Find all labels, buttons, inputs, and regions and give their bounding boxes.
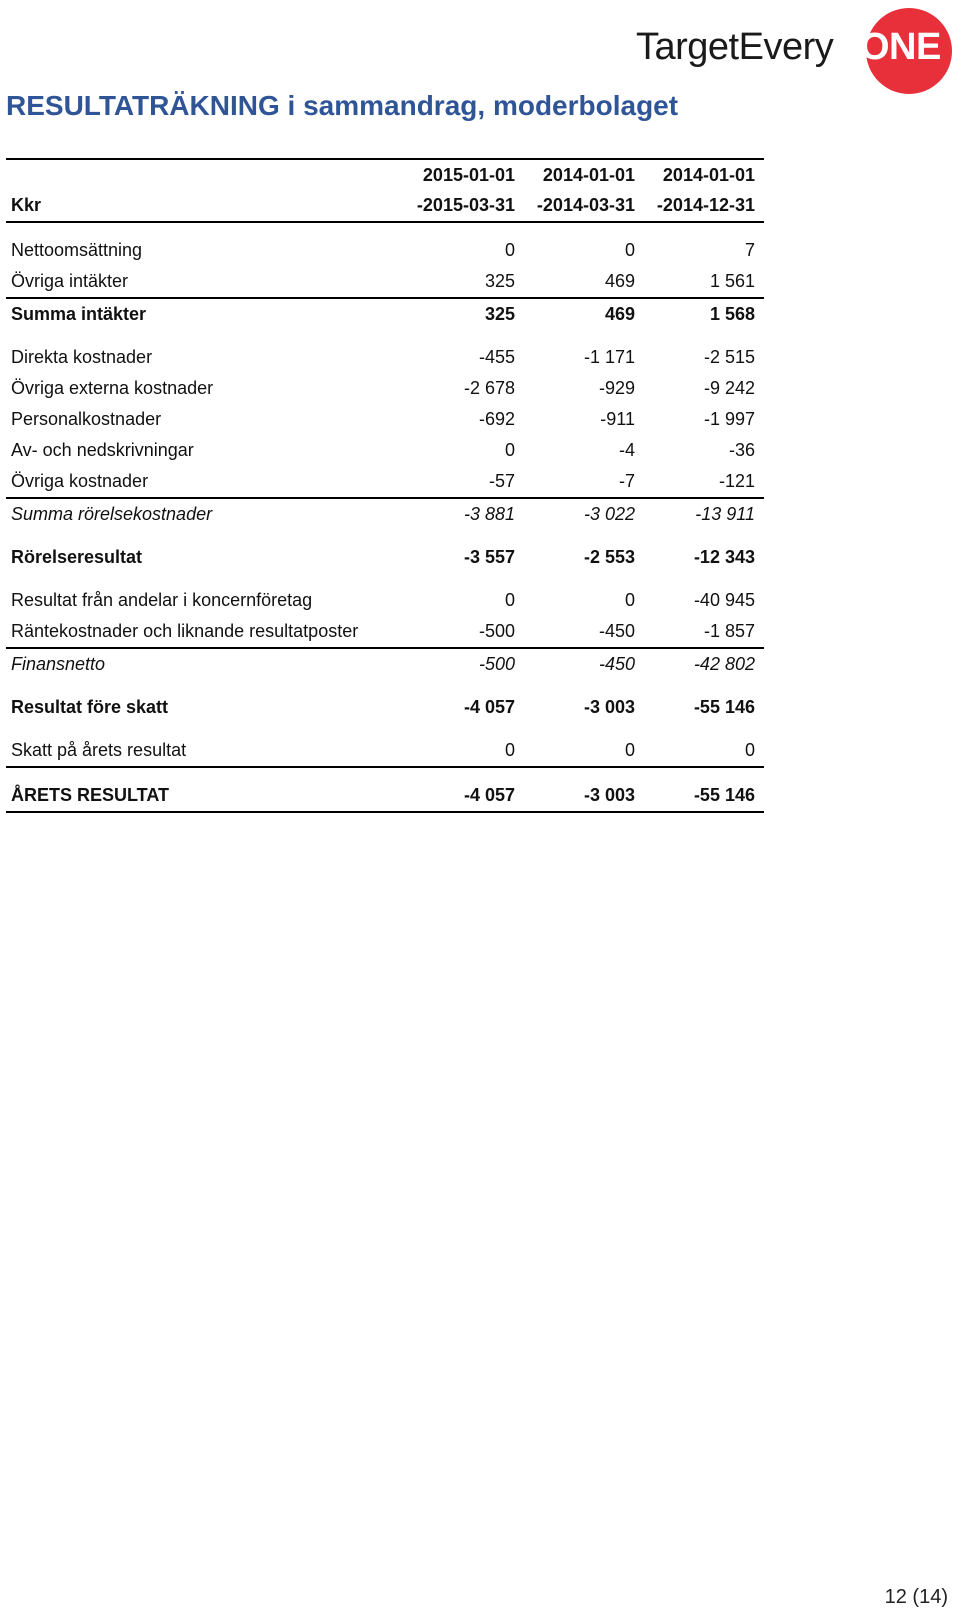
page-title: RESULTATRÄKNING i sammandrag, moderbolaget: [6, 90, 679, 121]
grand-total-row: [6, 780, 764, 813]
row-label: Finansnetto: [11, 654, 106, 674]
table-row: [6, 435, 764, 466]
row-value: 0: [504, 440, 515, 460]
row-label: Av- och nedskrivningar: [11, 440, 194, 460]
row-value: 325: [484, 271, 515, 291]
row-value: -7: [618, 471, 635, 491]
row-value: -692: [478, 409, 515, 429]
row-label: Rörelseresultat: [11, 547, 143, 567]
row-value: -3 022: [583, 504, 635, 524]
row-value: -500: [478, 654, 515, 674]
row-value: -3 557: [463, 547, 515, 567]
row-value: 0: [744, 740, 755, 760]
row-value: 7: [744, 240, 755, 260]
row-value: -455: [478, 347, 515, 367]
logo-text: TargetEvery: [636, 26, 834, 68]
row-value: -121: [718, 471, 755, 491]
row-label: Summa intäkter: [11, 304, 147, 324]
row-value: -2 553: [583, 547, 635, 567]
subtotal-row: [6, 499, 764, 530]
total-row: [6, 692, 764, 723]
row-label: ÅRETS RESULTAT: [11, 785, 169, 805]
logo-accent-text: ONE: [860, 26, 941, 68]
row-value: -4 057: [463, 697, 515, 717]
row-value: -2 515: [703, 347, 755, 367]
row-value: -40 945: [693, 590, 755, 610]
row-value: 1 561: [709, 271, 755, 291]
row-label: Övriga intäkter: [11, 271, 129, 291]
table-row: [6, 342, 764, 373]
period-from: 2014-01-01: [542, 164, 635, 185]
header-row-from: [6, 158, 764, 190]
row-value: -1 857: [703, 621, 755, 641]
total-row: [6, 542, 764, 573]
row-value: -929: [598, 378, 635, 398]
row-value: -450: [598, 621, 635, 641]
row-value: 0: [504, 240, 515, 260]
row-value: -3 881: [463, 504, 515, 524]
row-label: Direkta kostnader: [11, 347, 153, 367]
row-value: -911: [600, 409, 635, 429]
table-row: [6, 735, 764, 768]
row-label: Övriga externa kostnader: [11, 378, 214, 398]
row-value: 469: [604, 304, 635, 324]
row-label: Nettoomsättning: [11, 240, 143, 260]
subtotal-row: [6, 649, 764, 680]
row-value: -12 343: [693, 547, 755, 567]
table-row: [6, 373, 764, 404]
period-to: -2015-03-31: [416, 195, 515, 215]
unit-label: Kkr: [11, 195, 42, 215]
period-to: -2014-03-31: [536, 195, 635, 215]
row-value: -9 242: [703, 378, 755, 398]
row-value: 325: [484, 304, 515, 324]
row-label: Övriga kostnader: [11, 471, 149, 491]
period-from: 2014-01-01: [662, 164, 755, 185]
row-value: -57: [488, 471, 515, 491]
row-value: 0: [624, 740, 635, 760]
subtotal-row: [6, 299, 764, 330]
table-row: [6, 235, 764, 266]
row-value: -2 678: [463, 378, 515, 398]
row-value: 0: [504, 740, 515, 760]
table-row: [6, 466, 764, 499]
row-value: -500: [478, 621, 515, 641]
row-value: -450: [598, 654, 635, 674]
row-value: -55 146: [693, 785, 755, 805]
table-row: [6, 266, 764, 299]
table-row: [6, 616, 764, 649]
row-value: -1 997: [703, 409, 755, 429]
row-label: Resultat före skatt: [11, 697, 169, 717]
row-label: Resultat från andelar i koncernföretag: [11, 590, 313, 610]
row-label: Personalkostnader: [11, 409, 162, 429]
row-value: -3 003: [583, 697, 635, 717]
row-value: 1 568: [709, 304, 755, 324]
row-value: 0: [504, 590, 515, 610]
row-value: -36: [728, 440, 755, 460]
row-value: -42 802: [693, 654, 755, 674]
row-label: Summa rörelsekostnader: [11, 504, 213, 524]
period-from: 2015-01-01: [422, 164, 515, 185]
row-value: 469: [604, 271, 635, 291]
row-value: -55 146: [693, 697, 755, 717]
income-statement-table: [6, 158, 764, 813]
row-value: -1 171: [583, 347, 635, 367]
company-logo: [636, 8, 954, 82]
row-value: -4: [618, 440, 635, 460]
row-label: Skatt på årets resultat: [11, 740, 187, 760]
table-row: [6, 404, 764, 435]
row-value: -3 003: [583, 785, 635, 805]
period-to: -2014-12-31: [656, 195, 755, 215]
row-value: 0: [624, 240, 635, 260]
row-value: -4 057: [463, 785, 515, 805]
row-value: 0: [624, 590, 635, 610]
row-label: Räntekostnader och liknande resultatposter: [11, 621, 359, 641]
page-number: 12 (14): [884, 1586, 948, 1608]
row-value: -13 911: [695, 504, 755, 524]
header-row-to: [6, 190, 764, 223]
table-row: [6, 585, 764, 616]
